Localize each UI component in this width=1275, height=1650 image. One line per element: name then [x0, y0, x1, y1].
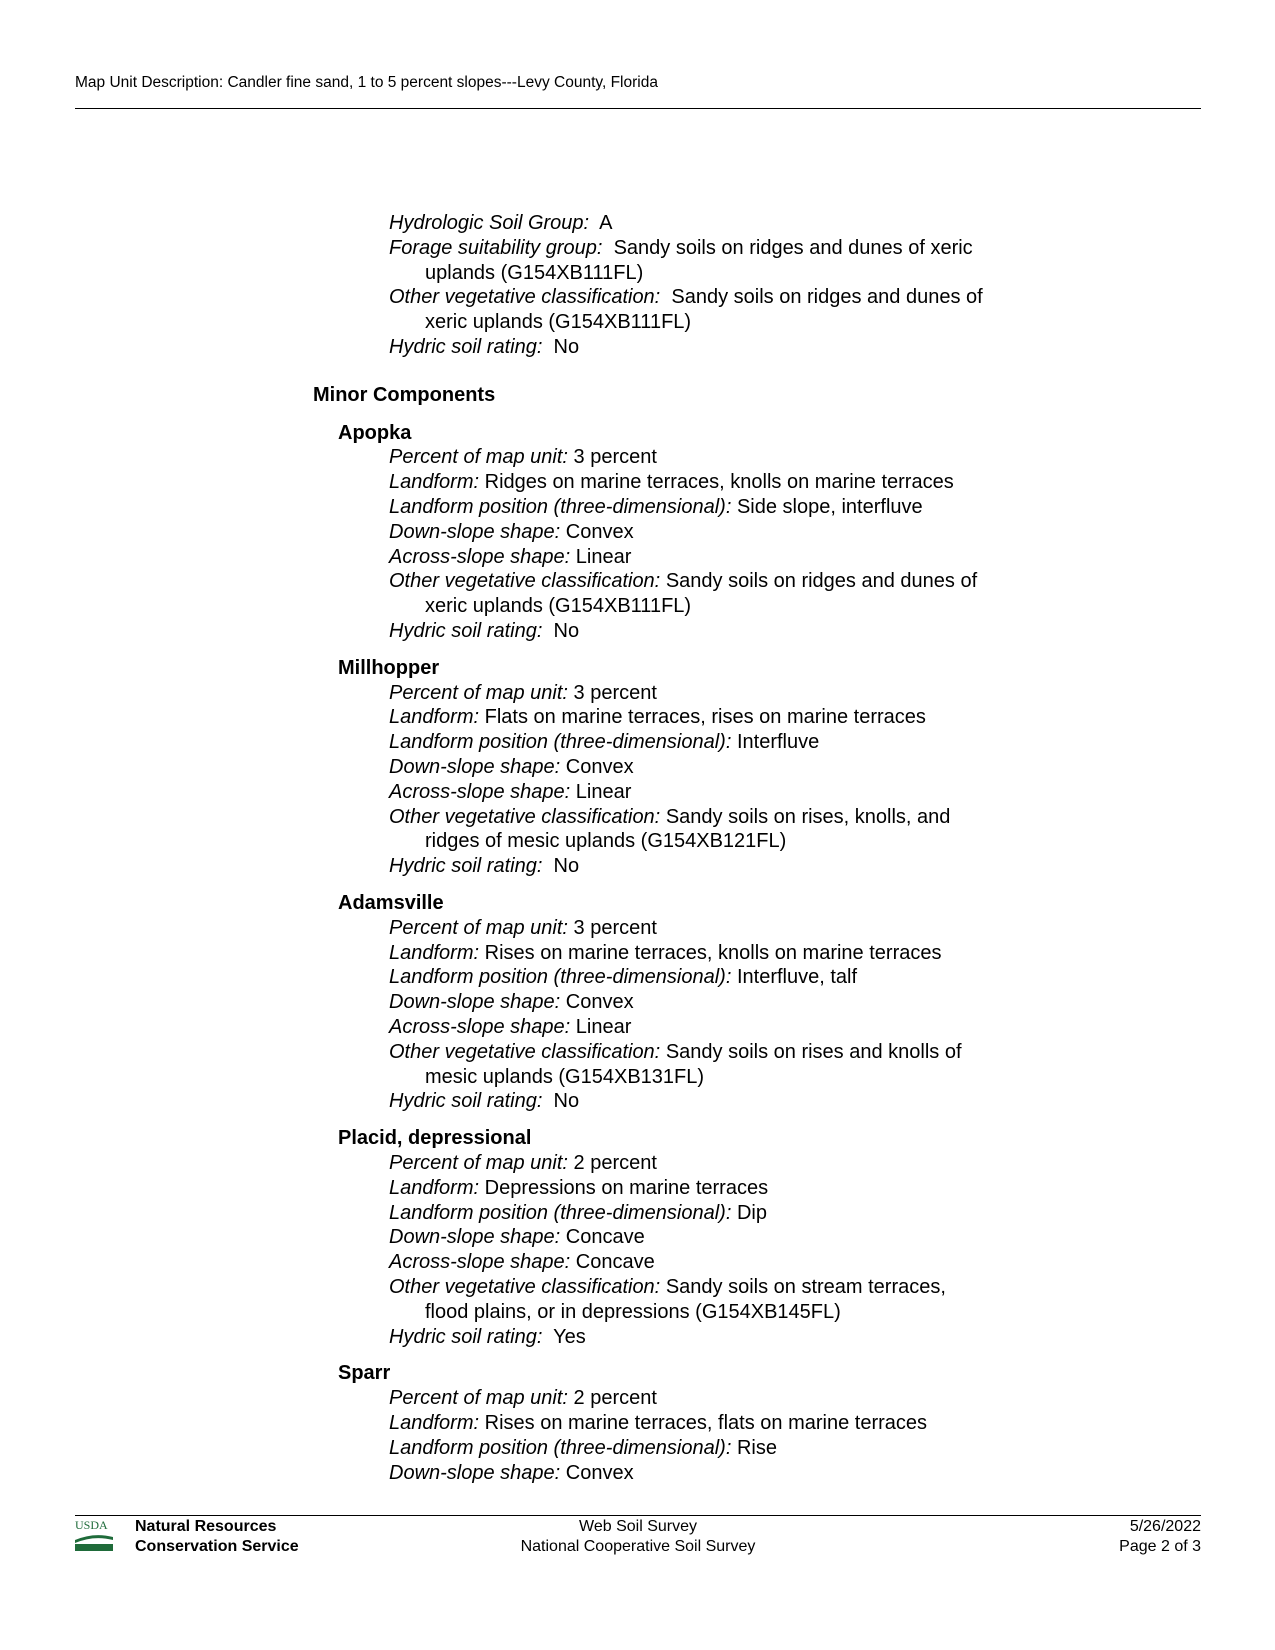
property-separator	[542, 1090, 553, 1112]
property-line	[389, 445, 657, 470]
page-number: Page 2 of 3	[1119, 1538, 1201, 1555]
property-line	[389, 1089, 579, 1114]
property-line	[389, 1386, 657, 1411]
property-label: Down-slope shape:	[389, 1226, 561, 1248]
property-label: Other vegetative classification:	[389, 286, 661, 308]
property-continuation: uplands (G154XB111FL)	[425, 262, 644, 284]
property-label: Landform position (three-dimensional):	[389, 1437, 732, 1459]
property-label: Hydric soil rating:	[389, 1326, 543, 1348]
property-line	[389, 569, 977, 594]
property-line	[389, 916, 657, 941]
property-value: Concave	[565, 1226, 645, 1248]
property-value: Convex	[565, 521, 634, 543]
property-label: Hydric soil rating:	[389, 620, 543, 642]
property-value: Sandy soils on stream terraces,	[665, 1276, 946, 1298]
property-label: Landform:	[389, 942, 480, 964]
survey-line-1: Web Soil Survey	[579, 1518, 697, 1535]
property-value: Sandy soils on ridges and dunes of	[671, 286, 983, 308]
property-value: 3 percent	[573, 917, 657, 939]
property-value: Rise	[736, 1437, 777, 1459]
property-value: Sandy soils on ridges and dunes of xeric	[613, 237, 973, 259]
component-heading: Sparr	[338, 1362, 391, 1384]
property-continuation: flood plains, or in depressions (G154XB145FL)	[425, 1301, 841, 1323]
property-line	[389, 755, 634, 780]
property-line	[389, 1325, 586, 1350]
property-label: Forage suitability group:	[389, 237, 603, 259]
usda-logo-icon	[75, 1518, 113, 1552]
property-label: Other vegetative classification:	[389, 570, 661, 592]
property-value: No	[553, 620, 580, 642]
agency-line-1: Natural Resources	[135, 1518, 277, 1535]
property-separator	[542, 855, 553, 877]
property-value: Concave	[575, 1251, 655, 1273]
property-value: Sandy soils on rises and knolls of	[665, 1041, 962, 1063]
property-value: 3 percent	[573, 682, 657, 704]
property-line	[389, 285, 983, 310]
property-line	[389, 1411, 927, 1436]
section-heading: Minor Components	[313, 384, 496, 406]
property-line	[389, 681, 657, 706]
property-separator	[542, 1326, 553, 1348]
property-label: Other vegetative classification:	[389, 1041, 661, 1063]
property-label: Hydric soil rating:	[389, 336, 543, 358]
property-label: Percent of map unit:	[389, 682, 568, 704]
property-label: Hydrologic Soil Group:	[389, 212, 590, 234]
agency-line-2: Conservation Service	[135, 1538, 299, 1555]
property-label: Across-slope shape:	[389, 1251, 571, 1273]
property-line	[389, 1225, 645, 1250]
footer-meta	[1119, 1517, 1201, 1557]
property-value: Sandy soils on ridges and dunes of	[665, 570, 978, 592]
property-value: Rises on marine terraces, knolls on marine terraces	[484, 942, 942, 964]
property-label: Across-slope shape:	[389, 546, 571, 568]
property-line	[389, 211, 612, 236]
property-label: Percent of map unit:	[389, 446, 568, 468]
survey-line-2: National Cooperative Soil Survey	[520, 1538, 756, 1555]
property-label: Percent of map unit:	[389, 1387, 568, 1409]
property-line	[389, 965, 857, 990]
property-label: Landform:	[389, 1412, 480, 1434]
property-separator	[660, 286, 671, 308]
property-value: Sandy soils on rises, knolls, and	[665, 806, 951, 828]
property-line	[389, 520, 634, 545]
property-label: Down-slope shape:	[389, 1462, 561, 1484]
property-value: Linear	[575, 546, 632, 568]
property-value: Interfluve	[736, 731, 820, 753]
property-label: Across-slope shape:	[389, 1016, 571, 1038]
usda-logo-text: USDA	[75, 1518, 108, 1532]
property-label: Down-slope shape:	[389, 756, 561, 778]
property-line	[389, 1151, 657, 1176]
property-line	[389, 1015, 631, 1040]
page-header-title: Map Unit Description: Candler fine sand, 1 to 5 percent slopes---Levy County, Florida	[75, 74, 658, 91]
agency-name	[135, 1517, 299, 1557]
property-label: Landform:	[389, 1177, 480, 1199]
component-heading: Millhopper	[338, 657, 440, 679]
survey-name	[521, 1517, 756, 1557]
property-line	[389, 1201, 767, 1226]
property-label: Landform position (three-dimensional):	[389, 966, 732, 988]
property-line	[389, 805, 950, 830]
property-value: 2 percent	[573, 1387, 657, 1409]
property-value: Side slope, interfluve	[736, 496, 923, 518]
property-value: Linear	[575, 1016, 632, 1038]
property-continuation: mesic uplands (G154XB131FL)	[425, 1066, 705, 1088]
property-value: 3 percent	[573, 446, 657, 468]
property-label: Down-slope shape:	[389, 521, 561, 543]
property-value: Flats on marine terraces, rises on marine terraces	[484, 706, 926, 728]
property-line	[389, 495, 923, 520]
property-line	[389, 1275, 946, 1300]
property-value: Dip	[736, 1202, 767, 1224]
property-label: Hydric soil rating:	[389, 1090, 543, 1112]
property-value: No	[553, 336, 580, 358]
property-label: Landform:	[389, 471, 480, 493]
property-value: Yes	[553, 1326, 586, 1348]
property-label: Landform:	[389, 706, 480, 728]
property-line	[389, 1461, 634, 1486]
property-value: No	[553, 855, 580, 877]
property-line	[389, 941, 941, 966]
property-value: Convex	[565, 991, 634, 1013]
property-continuation: xeric uplands (G154XB111FL)	[425, 311, 692, 333]
property-label: Percent of map unit:	[389, 1152, 568, 1174]
footer-divider	[75, 1515, 1201, 1516]
property-continuation: xeric uplands (G154XB111FL)	[425, 595, 692, 617]
property-line	[389, 1176, 768, 1201]
property-label: Percent of map unit:	[389, 917, 568, 939]
property-label: Landform position (three-dimensional):	[389, 496, 732, 518]
property-separator	[602, 237, 613, 259]
property-label: Landform position (three-dimensional):	[389, 731, 732, 753]
property-line	[389, 780, 631, 805]
property-label: Across-slope shape:	[389, 781, 571, 803]
property-line	[389, 705, 926, 730]
property-line	[389, 1250, 655, 1275]
property-value: Ridges on marine terraces, knolls on marine terraces	[484, 471, 954, 493]
property-value: Convex	[565, 1462, 634, 1484]
property-line	[389, 730, 819, 755]
property-line	[389, 545, 631, 570]
property-line	[389, 1040, 962, 1065]
property-line	[389, 335, 579, 360]
property-label: Down-slope shape:	[389, 991, 561, 1013]
property-label: Other vegetative classification:	[389, 806, 661, 828]
property-label: Landform position (three-dimensional):	[389, 1202, 732, 1224]
property-line	[389, 236, 973, 261]
footer-date: 5/26/2022	[1129, 1518, 1201, 1535]
header-divider	[75, 108, 1201, 109]
property-continuation: ridges of mesic uplands (G154XB121FL)	[425, 830, 787, 852]
component-heading: Placid, depressional	[338, 1127, 532, 1149]
property-value: No	[553, 1090, 580, 1112]
property-label: Hydric soil rating:	[389, 855, 543, 877]
property-value: Rises on marine terraces, flats on marine terraces	[484, 1412, 928, 1434]
property-value: A	[599, 212, 613, 234]
property-value: Convex	[565, 756, 634, 778]
property-value: Interfluve, talf	[736, 966, 858, 988]
property-separator	[542, 620, 553, 642]
property-label: Other vegetative classification:	[389, 1276, 661, 1298]
property-line	[389, 1436, 777, 1461]
component-heading: Adamsville	[338, 892, 444, 914]
property-line	[389, 990, 634, 1015]
property-value: Linear	[575, 781, 632, 803]
property-line	[389, 854, 579, 879]
property-line	[389, 470, 954, 495]
property-value: 2 percent	[573, 1152, 657, 1174]
property-separator	[542, 336, 553, 358]
property-line	[389, 619, 579, 644]
property-separator	[589, 212, 599, 234]
component-heading: Apopka	[338, 422, 412, 444]
property-value: Depressions on marine terraces	[484, 1177, 769, 1199]
